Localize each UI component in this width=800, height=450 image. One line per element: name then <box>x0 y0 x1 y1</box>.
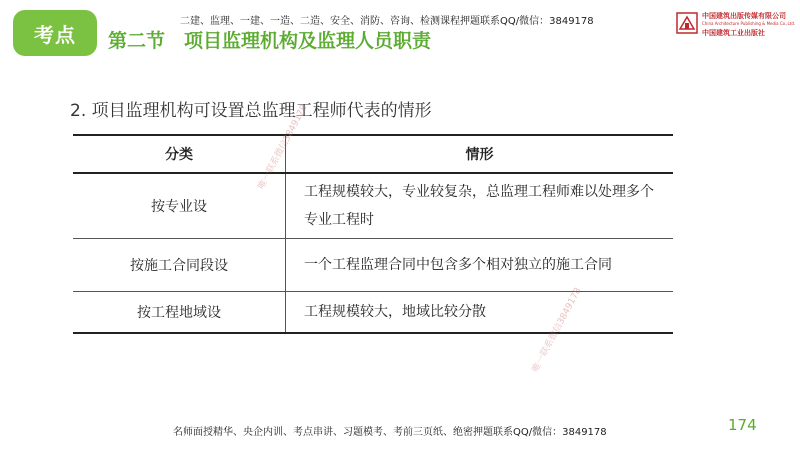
topic-badge: 考点 <box>13 10 97 56</box>
publisher-logo <box>676 12 796 38</box>
column-header-category: 分类 <box>73 135 286 173</box>
watermark-text: 唯一联系微信3849178 <box>256 103 310 192</box>
top-promo-text: 二建、监理、一建、一造、二造、安全、消防、咨询、检测课程押题联系QQ/微信：3849178 <box>180 16 594 27</box>
column-header-situation: 情形 <box>286 135 674 173</box>
section-title: 第二节 项目监理机构及监理人员职责 <box>108 30 432 52</box>
publisher-logo-text <box>702 12 795 37</box>
watermark-text: 唯一联系微信3849178 <box>530 286 584 375</box>
slide-subtitle: 2. 项目监理机构可设置总监理工程师代表的情形 <box>70 101 432 121</box>
publisher-name-en: China Architecture Publishing & Media Co.,Ltd. <box>702 21 796 26</box>
situation-cell: 工程规模较大，地域比较分散 <box>286 292 674 334</box>
page-number: 174 <box>728 416 757 434</box>
category-cell: 按专业设 <box>73 173 286 239</box>
situations-table <box>73 134 673 334</box>
table-row <box>73 173 673 239</box>
publisher-logo-icon <box>676 12 698 34</box>
table-row <box>73 292 673 334</box>
table-row <box>73 239 673 292</box>
footer-promo-text: 名师面授精华、央企内训、考点串讲、习题模考、考前三页纸、绝密押题联系QQ/微信：3849178 <box>173 427 607 438</box>
category-cell: 按工程地域设 <box>73 292 286 334</box>
table-header-row <box>73 135 673 173</box>
publisher-imprint-cn: 中国建筑工业出版社 <box>702 28 765 37</box>
publisher-name-cn: 中国建筑出版传媒有限公司 <box>702 12 786 20</box>
category-cell: 按施工合同段设 <box>73 239 286 292</box>
situation-cell: 一个工程监理合同中包含多个相对独立的施工合同 <box>286 239 674 292</box>
situation-cell: 工程规模较大，专业较复杂，总监理工程师难以处理多个专业工程时 <box>286 173 674 239</box>
